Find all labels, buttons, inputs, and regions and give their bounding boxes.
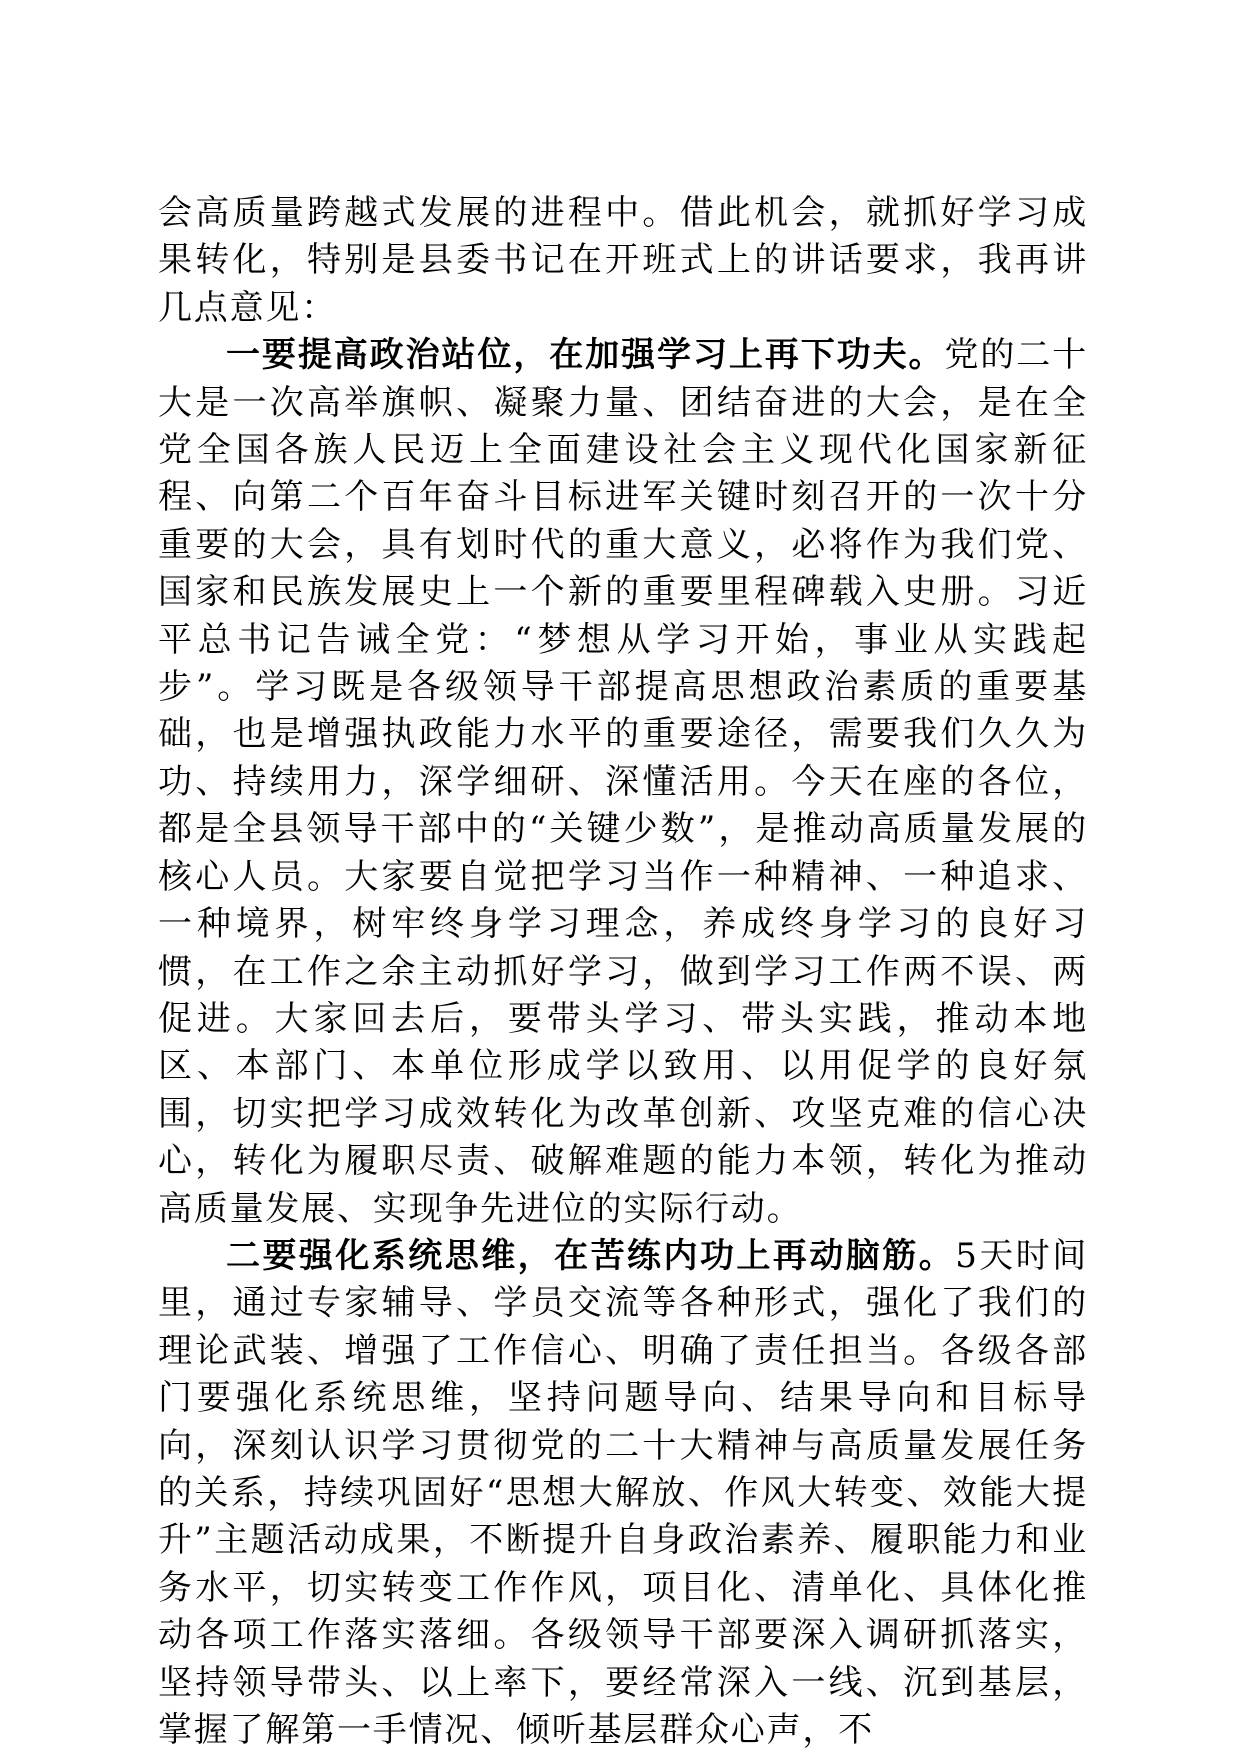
paragraph-point-two-text: 5天时间里，通过专家辅导、学员交流等各种形式，强化了我们的理论武装、增强了工作信心、明确了责任担当。各级各部门要强化系统思维，坚持问题导向、结果导向和目标导向，深刻认识学习贯彻党的二十大精神与高质量发展任务的关系，持续巩固好“思想大解放、作风大转变、效能大提升”主题活动成果，不断提升自身政治素养、履职能力和业务水平，切实转变工作作风，项目化、清单化、具体化推动各项工作落实落细。各级领导干部要深入调研抓落实，坚持领导带头、以上率下，要经常深入一线、沉到基层，掌握了解第一手情况、倾听基层群众心声，不 (158, 1235, 1088, 1750)
paragraph-point-one-heading: 一要提高政治站位，在加强学习上再下功夫。 (226, 335, 945, 376)
paragraph-intro-text: 会高质量跨越式发展的进程中。借此机会，就抓好学习成果转化，特别是县委书记在开班式上的讲话要求，我再讲几点意见： (158, 193, 1088, 328)
paragraph-point-two-heading: 二要强化系统思维，在苦练内功上再动脑筋。 (226, 1235, 956, 1276)
paragraph-point-one-text: 党的二十大是一次高举旗帜、凝聚力量、团结奋进的大会，是在全党全国各族人民迈上全面建设社会主义现代化国家新征程、向第二个百年奋斗目标进军关键时刻召开的一次十分重要的大会，具有划时代的重大意义，必将作为我们党、国家和民族发展史上一个新的重要里程碑载入史册。习近平总书记告诫全党：“梦想从学习开始，事业从实践起步”。学习既是各级领导干部提高思想政治素质的重要基础，也是增强执政能力水平的重要途径，需要我们久久为功、持续用力，深学细研、深懂活用。今天在座的各位，都是全县领导干部中的“关键少数”，是推动高质量发展的核心人员。大家要自觉把学习当作一种精神、一种追求、一种境界，树牢终身学习理念，养成终身学习的良好习惯，在工作之余主动抓好学习，做到学习工作两不误、两促进。大家回去后，要带头学习、带头实践，推动本地区、本部门、本单位形成学以致用、以用促学的良好氛围，切实把学习成效转化为改革创新、攻坚克难的信心决心，转化为履职尽责、破解难题的能力本领，转化为推动高质量发展、实现争先进位的实际行动。 (158, 335, 1089, 1229)
paragraph-point-two (158, 1233, 1088, 1754)
document-body (158, 190, 1088, 1754)
paragraph-intro (158, 190, 1088, 332)
paragraph-point-one (158, 332, 1088, 1233)
